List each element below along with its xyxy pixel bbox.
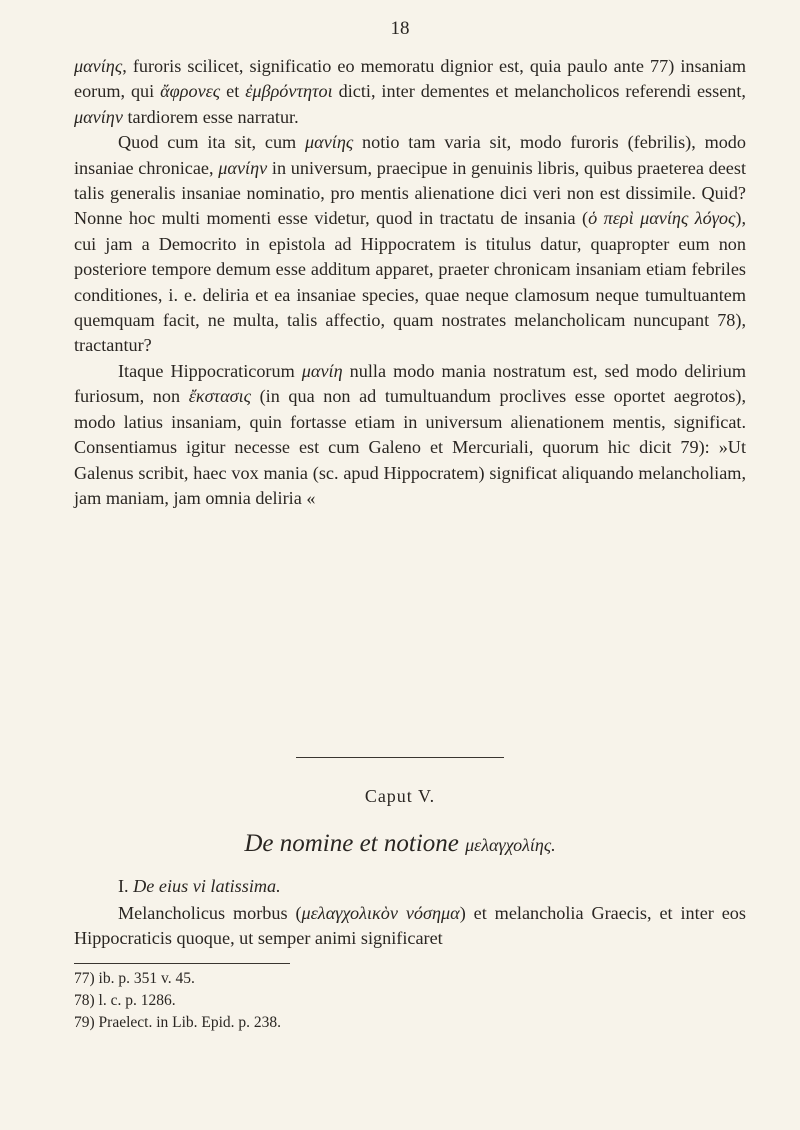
greek-term: μανίης	[305, 132, 354, 153]
text-run: Quod cum ita sit, cum	[118, 132, 306, 153]
footnote-78: 78) l. c. p. 1286.	[74, 992, 176, 1009]
greek-term: ἐμβρόντητοι	[245, 81, 333, 102]
section-divider	[296, 757, 504, 758]
greek-term: ὁ περὶ μανίης λόγος	[588, 208, 736, 229]
greek-term: μανίη	[301, 360, 343, 381]
greek-term: μανίης	[74, 56, 123, 76]
paragraph	[74, 359, 746, 511]
section-paragraph	[74, 901, 746, 952]
greek-term: μανίην	[74, 106, 123, 127]
section-heading	[118, 876, 281, 897]
page-number: 18	[390, 18, 410, 39]
footnote-divider	[74, 963, 290, 964]
footnotes	[74, 968, 281, 1034]
greek-term: ἄφρονες	[160, 81, 221, 102]
text-run: in universum, praecipue in genuinis libris, quibus praeterea deest talis generalis insaniae nominatio, pro mentis alienatione dici veri non est dissimile. Quid? Nonne hoc multi momenti esse videtur, quod in tractatu de insania (	[74, 157, 746, 229]
footnote-77: 77) ib. p. 351 v. 45.	[74, 970, 195, 987]
paragraph	[74, 130, 746, 359]
footnote-79: 79) Praelect. in Lib. Epid. p. 238.	[74, 1014, 282, 1031]
text-run: ), cui jam a Democrito in epistola ad Hippocratem is titulus datur, quapropter eum non posteriore tempore demum esse additum apparet, praeter chronicam insaniam etiam febriles conditiones, i. e. deliria et ea insaniae species, quae neque clamosum neque tumultuantem quemquam facit, ne multa, talis affectio, quam nostrates melancholicam nuncupant 78), tractantur?	[74, 208, 746, 356]
greek-term: μελαγχολικὸν νόσημα	[301, 903, 460, 923]
text-run: nulla modo mania nostratum est, sed modo delirium furiosum, non	[74, 360, 746, 407]
text-run: Melancholicus morbus (	[118, 903, 302, 923]
section-heading-text: De eius vi latissima.	[133, 876, 281, 896]
section-text	[74, 901, 746, 952]
chapter-title	[0, 830, 800, 858]
greek-term: ἔκστασις	[188, 386, 252, 407]
paragraph	[74, 54, 746, 130]
main-text	[74, 54, 746, 511]
text-run: ) et melancholia Graecis, et inter eos Hippocraticis quoque, ut semper animi significaret	[74, 903, 746, 949]
greek-term: μανίην	[218, 157, 268, 178]
text-run: et	[220, 81, 246, 102]
text-run: tardiorem esse narratur.	[122, 106, 299, 127]
text-run: (in qua non ad tumultuandum proclives esse oportet aegrotos), modo latius insaniam, quin fortasse etiam in universum alienationem mentis, significat. Consentiamus igitur necesse est cum Galeno et Mercuriali, quorum hic dicit 79): »Ut Galenus scribit, haec vox mania (sc. apud Hippocratem) significat aliquando melancholiam, jam maniam, jam omnia deliria «	[74, 386, 746, 508]
text-run: , furoris scilicet, significatio eo memoratu dignior est, quia paulo ante 77) insaniam eorum, qui	[74, 56, 746, 102]
chapter-title-latin: De nomine et notione	[244, 830, 459, 857]
text-run: notio tam varia sit, modo furoris (febrilis), modo insaniae chronicae,	[74, 132, 746, 178]
chapter-title-greek: μελαγχολίης.	[465, 835, 556, 855]
chapter-label: Caput V.	[364, 786, 436, 806]
text-run: Itaque Hippocraticorum	[118, 360, 302, 381]
section-number: I.	[118, 876, 129, 896]
text-run: dicti, inter dementes et melancholicos referendi essent,	[332, 81, 746, 102]
